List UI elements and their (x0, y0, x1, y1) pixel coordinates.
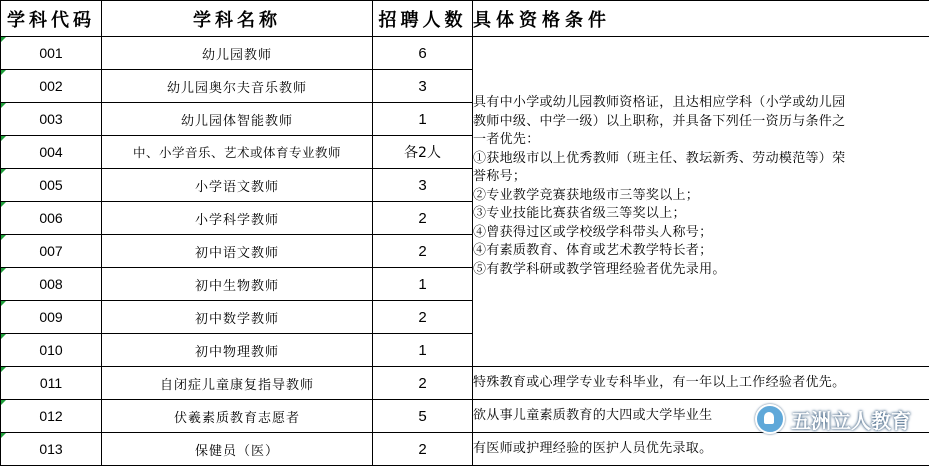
condition-line: ①获地级市以上优秀教师（班主任、教坛新秀、劳动模范等）荣 (473, 150, 929, 169)
hire-count: 各2人 (373, 136, 473, 169)
subject-name: 初中数学教师 (102, 301, 373, 334)
subject-name: 幼儿园奥尔夫音乐教师 (102, 70, 373, 103)
subject-code: 010 (1, 334, 102, 367)
subject-name: 保健员（医） (102, 433, 373, 466)
condition-line: ⑤有教学科研或教学管理经验者优先录用。 (473, 261, 929, 280)
subject-code: 008 (1, 268, 102, 301)
hire-count: 2 (373, 235, 473, 268)
watermark-text: 五洲立人教育 (791, 405, 911, 434)
hire-count: 5 (373, 400, 473, 433)
table-row (1, 400, 929, 433)
conditions-row-011: 特殊教育或心理学专业专科毕业，有一年以上工作经验者优先。 (473, 367, 929, 400)
subject-code: 003 (1, 103, 102, 136)
hire-count: 2 (373, 202, 473, 235)
subject-name: 小学语文教师 (102, 169, 373, 202)
condition-line: 具有中小学或幼儿园教师资格证，且达相应学科（小学或幼儿园 (473, 94, 929, 113)
condition-line: ④有素质教育、体育或艺术教学特长者； (473, 242, 929, 261)
subject-code: 013 (1, 433, 102, 466)
hire-count: 2 (373, 367, 473, 400)
subject-code: 005 (1, 169, 102, 202)
hire-count: 1 (373, 268, 473, 301)
subject-name: 初中语文教师 (102, 235, 373, 268)
conditions-row-013: 有医师或护理经验的医护人员优先录取。 (473, 433, 929, 466)
subject-name: 初中生物教师 (102, 268, 373, 301)
hire-count: 1 (373, 334, 473, 367)
subject-code: 006 (1, 202, 102, 235)
conditions-group-main (473, 37, 929, 367)
subject-code: 004 (1, 136, 102, 169)
subject-code: 007 (1, 235, 102, 268)
hire-count: 3 (373, 169, 473, 202)
hire-count: 3 (373, 70, 473, 103)
subject-name: 自闭症儿童康复指导教师 (102, 367, 373, 400)
condition-line: 教师中级、中学一级）以上职称，并具备下列任一资历与条件之 (473, 113, 929, 132)
header-name: 学科名称 (102, 1, 373, 37)
header-row (1, 1, 929, 37)
subject-code: 011 (1, 367, 102, 400)
condition-line: 一者优先： (473, 131, 929, 150)
header-conditions: 具体资格条件 (473, 1, 929, 37)
condition-line: ④曾获得过区或学校级学科带头人称号； (473, 224, 929, 243)
subject-name: 幼儿园教师 (102, 37, 373, 70)
table-row (1, 433, 929, 466)
hire-count: 6 (373, 37, 473, 70)
hire-count: 1 (373, 103, 473, 136)
table-row (1, 37, 929, 70)
subject-code: 001 (1, 37, 102, 70)
conditions-row-012: 欲从事儿童素质教育的大四或大学毕业生 (473, 400, 929, 433)
header-code: 学科代码 (1, 1, 102, 37)
condition-line: ③专业技能比赛获省级三等奖以上； (473, 205, 929, 224)
subject-code: 009 (1, 301, 102, 334)
subject-name: 中、小学音乐、艺术或体育专业教师 (102, 136, 373, 169)
subject-name: 初中物理教师 (102, 334, 373, 367)
condition-line: 誉称号； (473, 168, 929, 187)
header-count: 招聘人数 (373, 1, 473, 37)
subject-name: 小学科学教师 (102, 202, 373, 235)
condition-line: ②专业教学竞赛获地级市三等奖以上； (473, 187, 929, 206)
subject-name: 幼儿园体智能教师 (102, 103, 373, 136)
table-row (1, 367, 929, 400)
hire-count: 2 (373, 433, 473, 466)
hire-count: 2 (373, 301, 473, 334)
subject-code: 012 (1, 400, 102, 433)
subject-name: 伏羲素质教育志愿者 (102, 400, 373, 433)
subject-code: 002 (1, 70, 102, 103)
